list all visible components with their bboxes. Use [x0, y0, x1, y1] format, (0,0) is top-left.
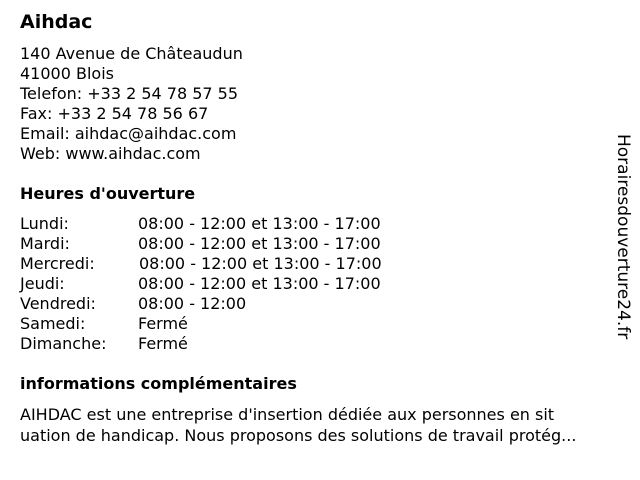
email-address: Email: aihdac@aihdac.com — [20, 124, 237, 143]
address-street: 140 Avenue de Châteaudun — [20, 44, 243, 63]
day-label: Mercredi: — [20, 254, 95, 273]
day-label: Samedi: — [20, 314, 86, 333]
time-value: 08:00 - 12:00 et 13:00 - 17:00 — [139, 254, 382, 273]
site-watermark — [608, 134, 638, 344]
time-value: 08:00 - 12:00 — [138, 294, 247, 313]
description-line-2: uation de handicap. Nous proposons des solutions de travail protég... — [20, 426, 577, 445]
phone-number: Telefon: +33 2 54 78 57 55 — [20, 84, 239, 103]
business-description — [20, 404, 630, 446]
time-value: 08:00 - 12:00 et 13:00 - 17:00 — [138, 234, 381, 253]
contact-block — [20, 44, 243, 164]
time-value: Fermé — [138, 314, 188, 333]
time-value: 08:00 - 12:00 et 13:00 - 17:00 — [138, 214, 381, 233]
day-label: Vendredi: — [20, 294, 96, 313]
description-line-1: AIHDAC est une entreprise d'insertion dédiée aux personnes en sit — [20, 405, 555, 424]
fax-number: Fax: +33 2 54 78 56 67 — [20, 104, 209, 123]
watermark-text: Horairesdouverture24.fr — [613, 134, 633, 340]
additional-info-heading: informations complémentaires — [20, 374, 297, 393]
website-address: Web: www.aihdac.com — [20, 144, 201, 163]
day-label: Dimanche: — [20, 334, 107, 353]
opening-hours-heading: Heures d'ouverture — [20, 184, 196, 203]
address-city: 41000 Blois — [20, 64, 114, 83]
business-name: Aihdac — [20, 11, 93, 33]
day-label: Lundi: — [20, 214, 69, 233]
time-value: Fermé — [138, 334, 188, 353]
time-value: 08:00 - 12:00 et 13:00 - 17:00 — [138, 274, 381, 293]
day-label: Mardi: — [20, 234, 70, 253]
day-label: Jeudi: — [20, 274, 65, 293]
